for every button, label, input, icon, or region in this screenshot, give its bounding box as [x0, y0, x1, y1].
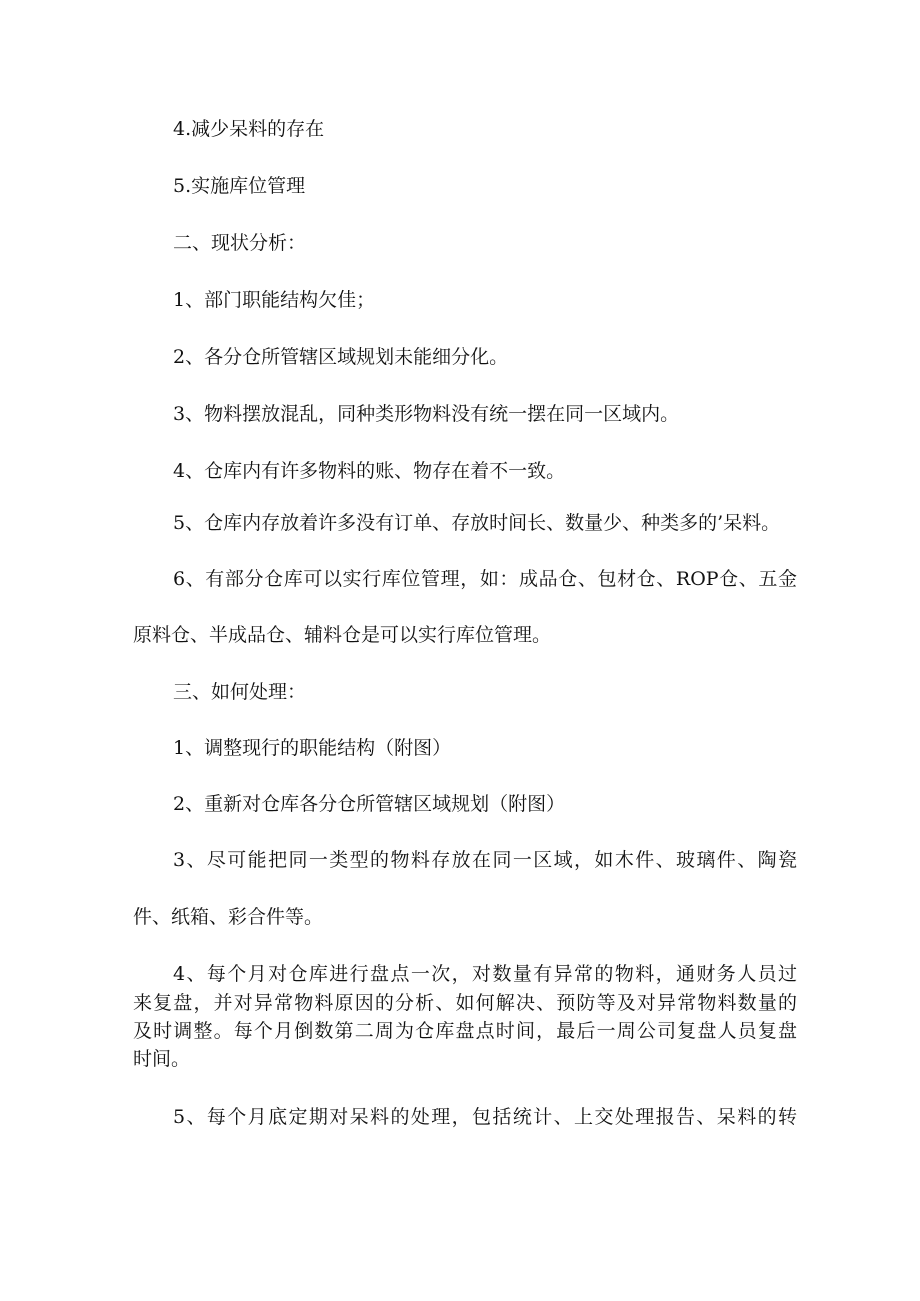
handling-item-4-line-3: 及时调整。每个月倒数第二周为仓库盘点时间，最后一周公司复盘人员复盘 — [133, 1020, 797, 1042]
status-item-6-line-2: 原料仓、半成品仓、辅料仓是可以实行库位管理。 — [133, 624, 552, 646]
handling-item-4-line-2: 来复盘，并对异常物料原因的分析、如何解决、预防等及对异常物料数量的 — [133, 992, 797, 1014]
handling-item-3-line-1: 3、尽可能把同一类型的物料存放在同一区域，如木件、玻璃件、陶瓷 — [173, 849, 797, 871]
status-item-3: 3、物料摆放混乱，同种类形物料没有统一摆在同一区域内。 — [173, 403, 680, 425]
objective-5: 5.实施库位管理 — [173, 175, 306, 197]
handling-item-4-line-4: 时间。 — [133, 1048, 191, 1070]
objective-4: 4.减少呆料的存在 — [173, 118, 325, 140]
handling-item-4-line-1: 4、每个月对仓库进行盘点一次，对数量有异常的物料，通财务人员过 — [173, 963, 797, 985]
status-item-4: 4、仓库内有许多物料的账、物存在着不一致。 — [173, 460, 566, 482]
handling-item-1: 1、调整现行的职能结构（附图） — [173, 737, 452, 759]
handling-item-3-line-2: 件、纸箱、彩合件等。 — [133, 906, 324, 928]
status-item-2: 2、各分仓所管辖区域规划未能细分化。 — [173, 346, 509, 368]
section-heading-handling: 三、如何处理： — [173, 681, 307, 703]
handling-item-5-line-1: 5、每个月底定期对呆料的处理，包括统计、上交处理报告、呆料的转 — [173, 1106, 797, 1128]
handling-item-2: 2、重新对仓库各分仓所管辖区域规划（附图） — [173, 793, 566, 815]
status-item-1: 1、部门职能结构欠佳； — [173, 289, 376, 311]
status-item-5: 5、仓库内存放着许多没有订单、存放时间长、数量少、种类多的’呆料。 — [173, 512, 781, 534]
status-item-6-line-1: 6、有部分仓库可以实行库位管理，如：成品仓、包材仓、ROP仓、五金 — [173, 568, 797, 590]
section-heading-status-analysis: 二、现状分析： — [173, 232, 307, 254]
